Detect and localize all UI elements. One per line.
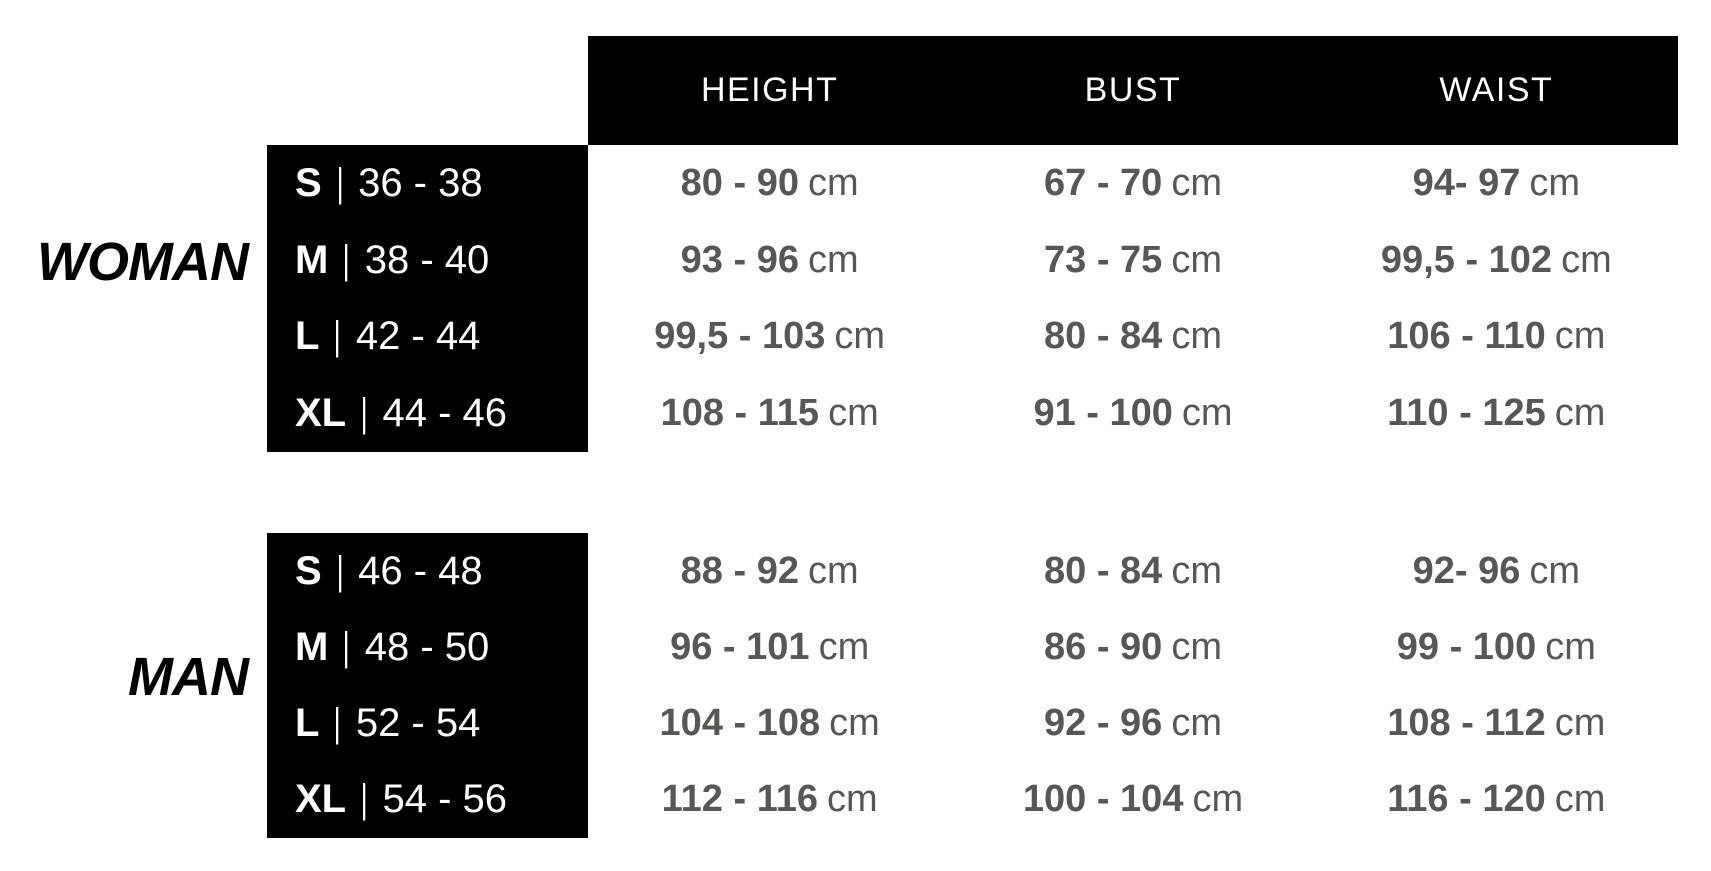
size-range: 48 - 50 bbox=[364, 624, 490, 669]
waist-cell: 99,5 - 102 cm bbox=[1380, 238, 1612, 281]
size-separator: | bbox=[342, 237, 351, 282]
waist-cell: 99 - 100 cm bbox=[1396, 625, 1596, 668]
woman-size-xl bbox=[295, 375, 588, 452]
man-size-box bbox=[267, 533, 588, 838]
column-header-waist: WAIST bbox=[1439, 71, 1554, 109]
woman-size-s bbox=[295, 145, 588, 222]
table-row bbox=[588, 609, 1678, 685]
woman-size-m bbox=[295, 222, 588, 299]
bust-cell: 80 - 84 cm bbox=[1044, 549, 1222, 592]
waist-cell: 108 - 112 cm bbox=[1387, 702, 1606, 745]
size-code: M bbox=[295, 237, 329, 282]
table-row bbox=[588, 222, 1678, 299]
height-cell: 96 - 101 cm bbox=[670, 625, 870, 668]
size-code: S bbox=[295, 160, 322, 205]
man-size-m bbox=[295, 609, 588, 685]
column-header-bust: BUST bbox=[1084, 71, 1182, 109]
waist-cell: 110 - 125 cm bbox=[1387, 392, 1606, 435]
size-code: L bbox=[295, 314, 320, 359]
section-label-man: MAN bbox=[128, 647, 248, 707]
size-code: M bbox=[295, 624, 329, 669]
bust-cell: 91 - 100 cm bbox=[1033, 392, 1233, 435]
size-separator: | bbox=[336, 548, 344, 593]
waist-cell: 92- 96 cm bbox=[1412, 549, 1581, 592]
height-cell: 112 - 116 cm bbox=[661, 778, 878, 821]
bust-cell: 67 - 70 cm bbox=[1044, 161, 1222, 204]
height-cell: 108 - 115 cm bbox=[660, 392, 879, 435]
waist-cell: 106 - 110 cm bbox=[1387, 315, 1606, 358]
size-separator: | bbox=[342, 624, 351, 669]
size-range: 38 - 40 bbox=[364, 237, 490, 282]
bust-cell: 100 - 104 cm bbox=[1022, 778, 1244, 821]
size-code: XL bbox=[295, 391, 347, 436]
bust-cell: 80 - 84 cm bbox=[1044, 315, 1222, 358]
man-measurements bbox=[588, 533, 1678, 838]
man-size-l bbox=[295, 686, 588, 762]
size-range: 44 - 46 bbox=[382, 391, 508, 436]
height-cell: 104 - 108 cm bbox=[659, 702, 880, 745]
table-row bbox=[588, 299, 1678, 376]
size-code: L bbox=[295, 701, 320, 746]
size-range: 46 - 48 bbox=[358, 548, 483, 593]
man-size-xl bbox=[295, 762, 588, 838]
size-range: 36 - 38 bbox=[358, 160, 483, 205]
height-cell: 99,5 - 103 cm bbox=[654, 315, 886, 358]
waist-cell: 116 - 120 cm bbox=[1387, 778, 1606, 821]
table-row bbox=[588, 762, 1678, 838]
waist-cell: 94- 97 cm bbox=[1412, 161, 1581, 204]
bust-cell: 86 - 90 cm bbox=[1044, 625, 1222, 668]
height-cell: 93 - 96 cm bbox=[680, 238, 859, 281]
size-separator: | bbox=[333, 701, 342, 746]
section-label-woman: WOMAN bbox=[37, 232, 248, 292]
size-separator: | bbox=[336, 160, 344, 205]
woman-size-l bbox=[295, 299, 588, 376]
column-header-height: HEIGHT bbox=[700, 71, 839, 109]
size-range: 52 - 54 bbox=[355, 701, 481, 746]
woman-measurements bbox=[588, 145, 1678, 452]
table-row bbox=[588, 533, 1678, 609]
size-separator: | bbox=[360, 777, 368, 822]
height-cell: 80 - 90 cm bbox=[680, 161, 859, 204]
table-row bbox=[588, 145, 1678, 222]
bust-cell: 73 - 75 cm bbox=[1044, 238, 1222, 281]
table-row bbox=[588, 686, 1678, 762]
size-range: 42 - 44 bbox=[355, 314, 481, 359]
size-separator: | bbox=[333, 314, 342, 359]
man-size-s bbox=[295, 533, 588, 609]
table-row bbox=[588, 375, 1678, 452]
size-code: XL bbox=[295, 777, 347, 822]
size-range: 54 - 56 bbox=[382, 777, 508, 822]
size-code: S bbox=[295, 548, 322, 593]
size-separator: | bbox=[360, 391, 368, 436]
bust-cell: 92 - 96 cm bbox=[1044, 702, 1222, 745]
table-header-bar bbox=[588, 36, 1678, 145]
height-cell: 88 - 92 cm bbox=[680, 549, 859, 592]
woman-size-box bbox=[267, 145, 588, 452]
